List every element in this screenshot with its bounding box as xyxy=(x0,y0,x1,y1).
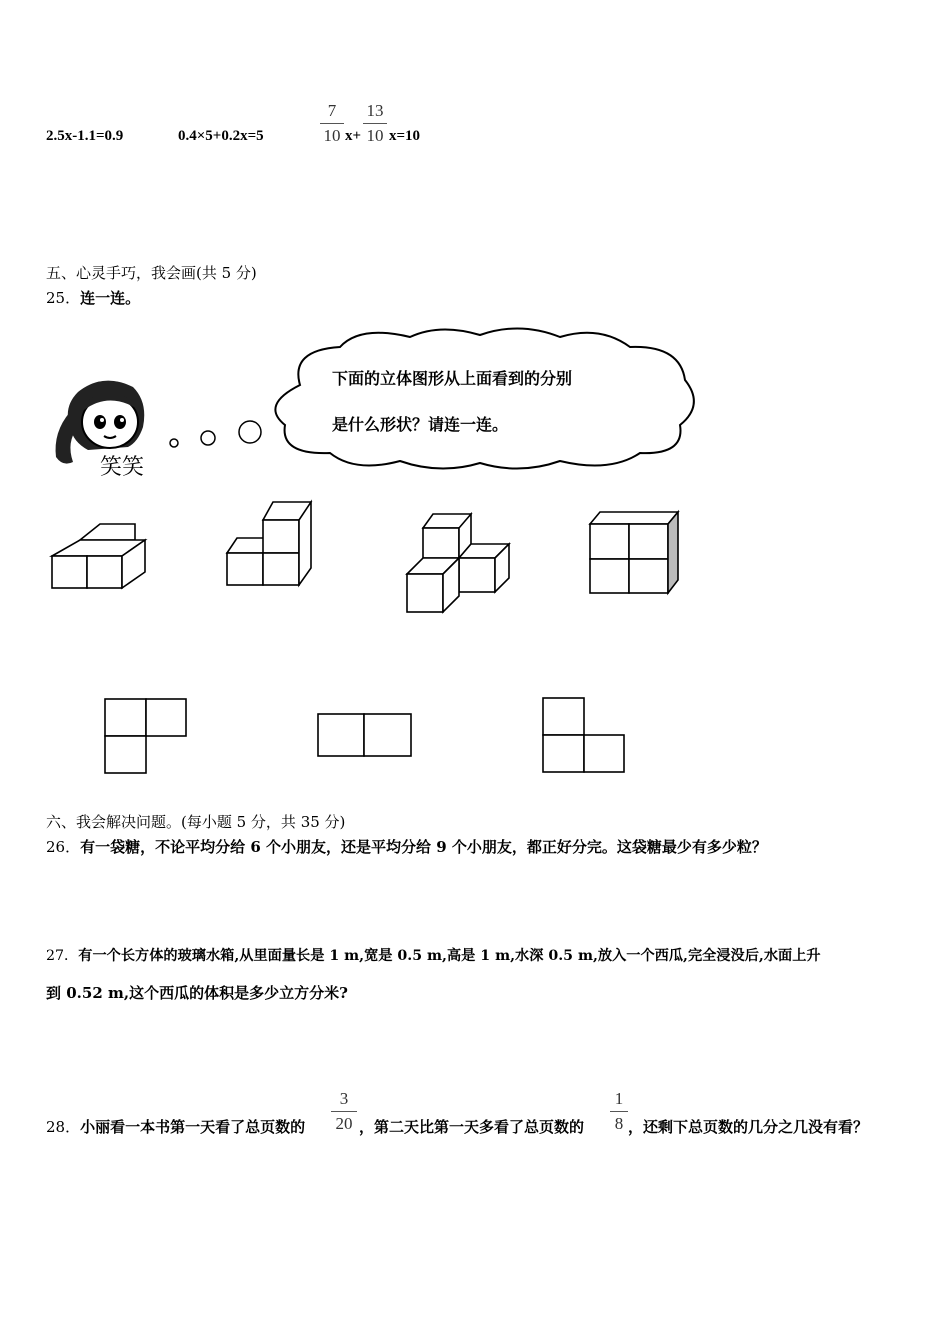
solid-figure-3[interactable] xyxy=(405,512,515,617)
question-27-line-2: 到 0.52 m,这个西瓜的体积是多少立方分米? xyxy=(46,984,348,1002)
character-name-label: 笑笑 xyxy=(100,455,145,480)
question-26: 26．有一袋糖，不论平均分给 6 个小朋友，还是平均分给 9 个小朋友，都正好分完。这袋糖最少有多少粒？ xyxy=(46,838,767,856)
question-28-fraction-1: 3 20 xyxy=(331,1089,357,1134)
equation-3-fraction-1: 7 10 xyxy=(320,101,344,146)
section-5-heading: 五、心灵手巧，我会画(共 5 分) xyxy=(46,264,257,282)
solid-figure-1[interactable] xyxy=(50,520,150,590)
solid-figure-2[interactable] xyxy=(225,498,315,588)
thought-dots xyxy=(165,418,265,458)
question-27-line-1: 27．有一个长方体的玻璃水箱,从里面量长是 1 m,宽是 0.5 m,高是 1 m,水深 0.5 m,放入一个西瓜,完全浸没后,水面上升 xyxy=(46,948,821,964)
solid-figure-4[interactable] xyxy=(588,510,683,595)
bubble-line-2: 是什么形状？请连一连。 xyxy=(332,415,509,434)
section-6-heading: 六、我会解决问题。(每小题 5 分，共 35 分) xyxy=(46,813,346,831)
bubble-line-1: 下面的立体图形从上面看到的分别 xyxy=(332,369,573,388)
top-view-1[interactable] xyxy=(104,698,189,776)
top-view-2[interactable] xyxy=(317,713,415,759)
equation-1: 2.5x-1.1=0.9 xyxy=(46,128,124,144)
question-28-fraction-2: 1 8 xyxy=(610,1089,628,1134)
thought-cloud xyxy=(260,325,700,475)
top-view-3[interactable] xyxy=(542,697,628,775)
equation-3-fraction-2: 13 10 xyxy=(363,101,387,146)
question-25: 25．连一连。 xyxy=(46,289,141,307)
equation-2: 0.4×5+0.2x=5 xyxy=(178,128,264,144)
